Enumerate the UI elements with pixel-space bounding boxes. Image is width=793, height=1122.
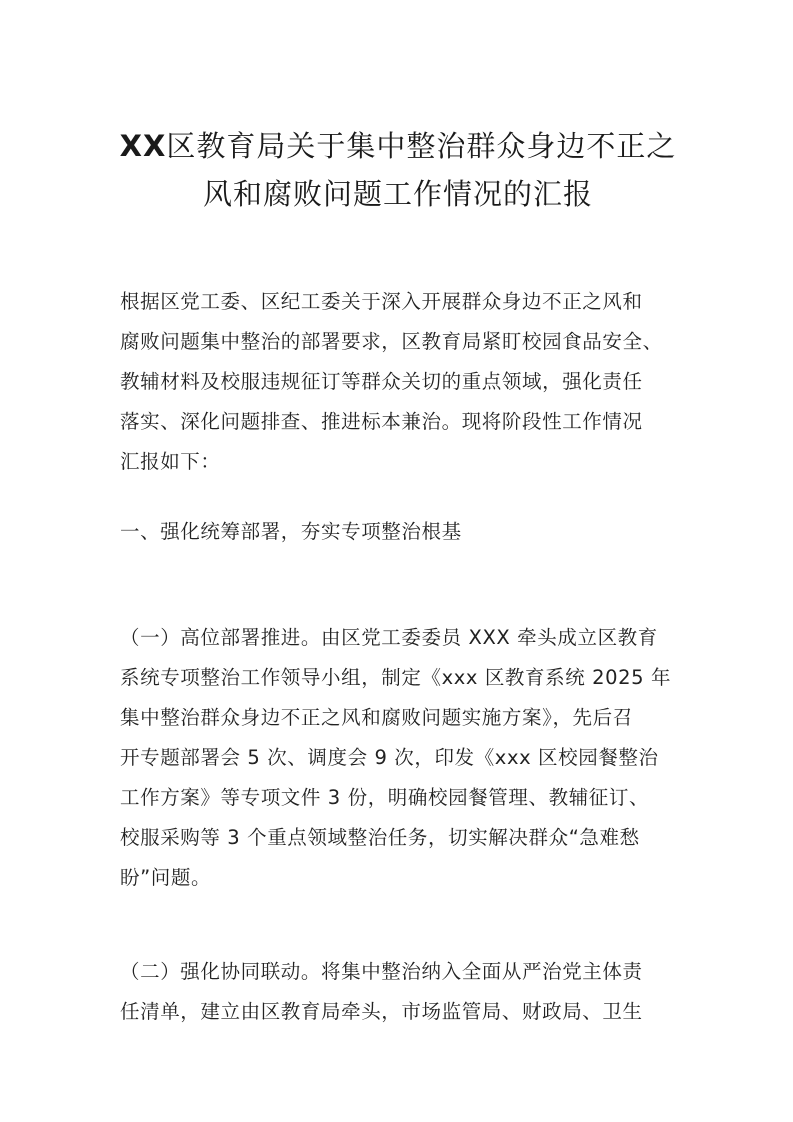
title-line-1 [118,122,678,170]
intro-line: 汇报如下： [120,450,221,473]
section-2-paragraph [120,952,680,1032]
title-line-2 [118,170,678,218]
section-1-line: 工作方案》等专项文件 3 份，明确校园餐管理、教辅征订、 [120,786,650,809]
section-1-line: （一）高位部署推进。由区党工委委员 XXX 牵头成立区教育 [120,626,658,649]
intro-line: 落实、深化问题排查、推进标本兼治。现将阶段性工作情况 [120,410,643,433]
section-1-line: 校服采购等 3 个重点领域整治任务，切实解决群众“急难愁 [120,826,640,849]
title-line-2-text: 风和腐败问题工作情况的汇报 [202,177,593,211]
intro-line: 教辅材料及校服违规征订等群众关切的重点领域，强化责任 [120,370,643,393]
section-1-line: 开专题部署会 5 次、调度会 9 次，印发《xxx 区校园餐整治 [120,746,659,769]
section-1-paragraph [120,618,680,898]
title-line-1-bold: XX [119,129,167,163]
intro-paragraph [120,282,680,482]
section-1-line: 系统专项整治工作领导小组，制定《xxx 区教育系统 2025 年 [120,666,672,689]
section-2-line: 任清单，建立由区教育局牵头，市场监管局、财政局、卫生 [120,1000,643,1023]
section-heading-1-text: 一、强化统筹部署，夯实专项整治根基 [120,520,462,543]
section-2-line: （二）强化协同联动。将集中整治纳入全面从严治党主体责 [120,960,643,983]
section-heading-1 [120,512,680,552]
intro-line: 根据区党工委、区纪工委关于深入开展群众身边不正之风和 [120,290,643,313]
title-line-1-text: 区教育局关于集中整治群众身边不正之 [166,129,677,163]
document-title [118,122,678,218]
intro-line: 腐败问题集中整治的部署要求，区教育局紧盯校园食品安全、 [120,330,663,353]
section-1-line: 集中整治群众身边不正之风和腐败问题实施方案》，先后召 [120,706,633,729]
section-1-line: 盼”问题。 [120,866,212,889]
